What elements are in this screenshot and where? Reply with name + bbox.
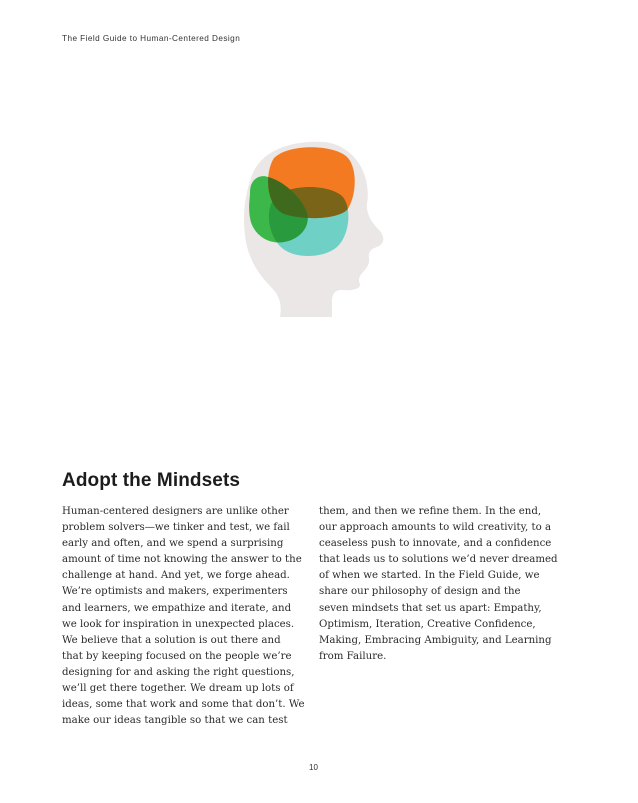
body-column-right [319,504,567,665]
body-line: challenge at hand. And yet, we forge ahead. [62,570,290,582]
body-line: and learners, we empathize and iterate, and [62,602,292,614]
body-line: make our ideas tangible so that we can test [62,715,288,727]
page-number: 10 [309,763,318,772]
body-line: We’re optimists and makers, experimenters [62,586,288,598]
body-line: ceaseless push to innovate, and a confidence [319,538,552,550]
body-line: We believe that a solution is out there and [62,634,281,646]
body-line: early and often, and we spend a surprising [62,538,284,550]
body-line: share our philosophy of design and the [319,586,521,598]
section-heading: Adopt the Mindsets [62,470,241,491]
body-line: amount of time not knowing the answer to the [62,554,302,566]
body-line: designing for and asking the right questions, [62,666,295,678]
body-line: seven mindsets that set us apart: Empathy, [319,602,542,614]
body-line: that leads us to solutions we’d never dreamed [319,554,558,566]
body-line: Human-centered designers are unlike other [62,506,289,517]
body-line: of when we started. In the Field Guide, we [319,570,540,582]
running-header: The Field Guide to Human-Centered Design [62,34,241,43]
body-line: we’ll get there together. We dream up lots of [62,683,294,695]
body-column-left [62,504,310,729]
head-illustration [236,138,388,318]
body-line: Optimism, Iteration, Creative Confidence, [319,618,536,630]
body-line: problem solvers—we tinker and test, we fail [62,522,290,534]
body-line: we look for inspiration in unexpected places. [62,618,295,630]
body-line: our approach amounts to wild creativity, to a [319,522,552,534]
body-line: them, and then we refine them. In the end, [319,506,542,517]
body-line: Making, Embracing Ambiguity, and Learning [319,634,552,646]
body-line: that by keeping focused on the people we’re [62,650,292,662]
body-line: ideas, some that work and some that don’t. We [62,699,305,711]
body-line: from Failure. [319,650,387,662]
